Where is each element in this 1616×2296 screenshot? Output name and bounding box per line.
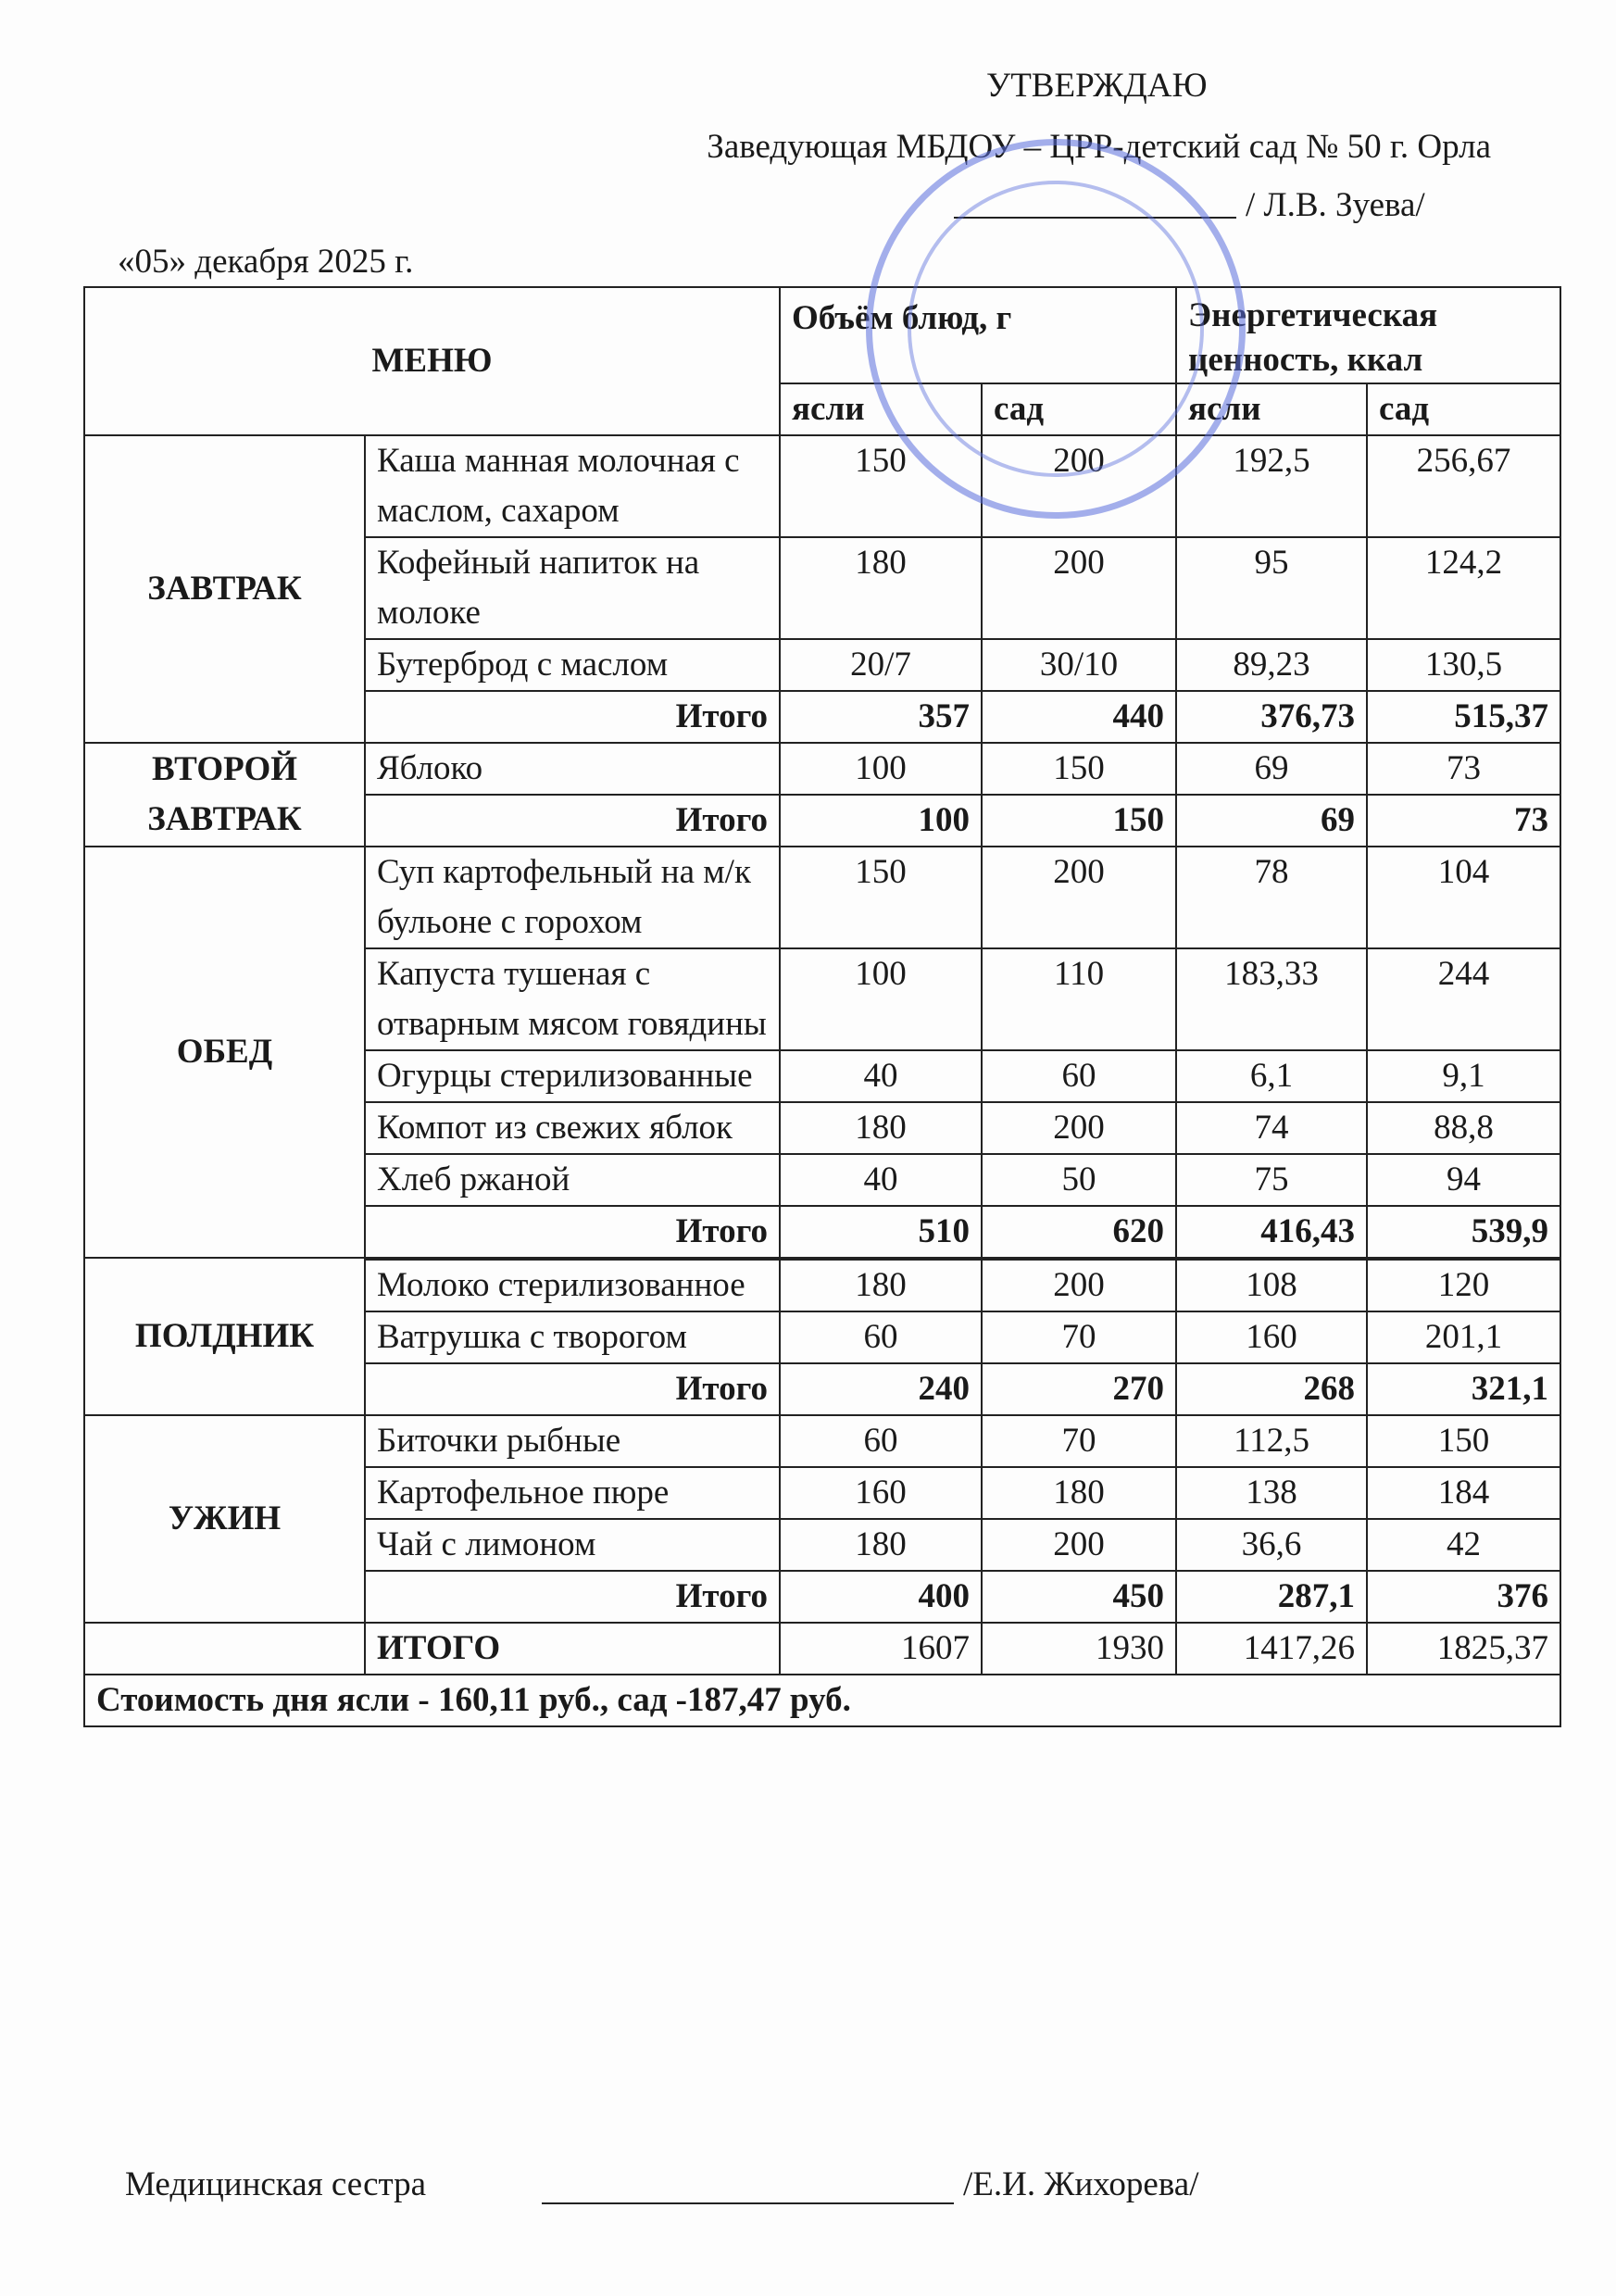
cell-e-nursery: 89,23	[1176, 639, 1367, 691]
grand-total-spacer	[84, 1623, 365, 1675]
total-e-garden: 321,1	[1367, 1363, 1560, 1415]
dish-name: Бутерброд с маслом	[365, 639, 780, 691]
total-e-nursery: 69	[1176, 795, 1367, 847]
table-row	[84, 1415, 1560, 1467]
total-v-nursery: 357	[780, 691, 982, 743]
total-v-nursery: 240	[780, 1363, 982, 1415]
dish-name: Ватрушка с творогом	[365, 1311, 780, 1363]
subheader-nursery: ясли	[1176, 383, 1367, 435]
cell-e-garden: 104	[1367, 847, 1560, 948]
nurse-signature-line	[542, 2202, 954, 2204]
cell-v-nursery: 180	[780, 537, 982, 639]
approval-date: «05» декабря 2025 г.	[118, 243, 414, 281]
cell-e-garden: 244	[1367, 948, 1560, 1050]
cell-v-garden: 200	[982, 537, 1176, 639]
dish-name: Кофейный напиток на молоке	[365, 537, 780, 639]
cell-v-garden: 200	[982, 1102, 1176, 1154]
cell-e-garden: 88,8	[1367, 1102, 1560, 1154]
grand-total-e-garden: 1825,37	[1367, 1623, 1560, 1675]
cell-v-nursery: 60	[780, 1311, 982, 1363]
cell-v-nursery: 100	[780, 743, 982, 795]
table-row	[84, 743, 1560, 795]
cell-v-nursery: 40	[780, 1050, 982, 1102]
dish-name: Суп картофельный на м/к бульоне с горохом	[365, 847, 780, 948]
nurse-name: /Е.И. Жихорева/	[963, 2165, 1199, 2203]
cell-v-garden: 200	[982, 1260, 1176, 1311]
meal-name: ВТОРОЙ ЗАВТРАК	[84, 743, 365, 847]
cell-e-nursery: 160	[1176, 1311, 1367, 1363]
grand-total-row	[84, 1623, 1560, 1675]
cell-e-nursery: 183,33	[1176, 948, 1367, 1050]
cell-e-nursery: 112,5	[1176, 1415, 1367, 1467]
cell-e-garden: 201,1	[1367, 1311, 1560, 1363]
cell-e-garden: 94	[1367, 1154, 1560, 1206]
cell-v-garden: 180	[982, 1467, 1176, 1519]
volume-header: Объём блюд, г	[780, 287, 1176, 383]
approver-position: Заведующая МБДОУ – ЦРР-детский сад № 50 г. Орла	[707, 128, 1491, 166]
grand-total-v-nursery: 1607	[780, 1623, 982, 1675]
total-v-garden: 150	[982, 795, 1176, 847]
cell-e-nursery: 36,6	[1176, 1519, 1367, 1571]
cell-e-garden: 256,67	[1367, 435, 1560, 537]
energy-header: Энергетическая ценность, ккал	[1176, 287, 1560, 383]
cell-e-garden: 150	[1367, 1415, 1560, 1467]
menu-table	[83, 286, 1561, 1727]
day-cost: Стоимость дня ясли - 160,11 руб., сад -187,47 руб.	[84, 1675, 1560, 1726]
cell-e-nursery: 138	[1176, 1467, 1367, 1519]
cell-e-garden: 42	[1367, 1519, 1560, 1571]
table-row	[84, 435, 1560, 537]
meal-name: ПОЛДНИК	[84, 1258, 365, 1415]
cell-v-garden: 200	[982, 435, 1176, 537]
dish-name: Яблоко	[365, 743, 780, 795]
total-v-garden: 620	[982, 1206, 1176, 1258]
cell-v-nursery: 180	[780, 1519, 982, 1571]
cell-v-nursery: 40	[780, 1154, 982, 1206]
cell-e-nursery: 74	[1176, 1102, 1367, 1154]
cell-e-garden: 73	[1367, 743, 1560, 795]
cell-v-nursery: 100	[780, 948, 982, 1050]
cell-e-garden: 184	[1367, 1467, 1560, 1519]
total-e-garden: 73	[1367, 795, 1560, 847]
subheader-nursery: ясли	[780, 383, 982, 435]
approver-name: / Л.В. Зуева/	[1246, 186, 1425, 224]
total-v-garden: 440	[982, 691, 1176, 743]
total-label: Итого	[365, 691, 780, 743]
header-row	[84, 287, 1560, 383]
cell-v-nursery: 150	[780, 847, 982, 948]
total-e-nursery: 376,73	[1176, 691, 1367, 743]
cell-e-garden: 9,1	[1367, 1050, 1560, 1102]
cell-v-garden: 200	[982, 1519, 1176, 1571]
dish-name: Картофельное пюре	[365, 1467, 780, 1519]
cell-e-nursery: 192,5	[1176, 435, 1367, 537]
cell-v-garden: 50	[982, 1154, 1176, 1206]
cell-v-nursery: 20/7	[780, 639, 982, 691]
cell-v-nursery: 180	[780, 1102, 982, 1154]
cell-e-nursery: 75	[1176, 1154, 1367, 1206]
cell-v-nursery: 60	[780, 1415, 982, 1467]
dish-name: Биточки рыбные	[365, 1415, 780, 1467]
cell-e-nursery: 108	[1176, 1260, 1367, 1311]
dish-name: Молоко стерилизованное	[365, 1260, 780, 1311]
total-e-nursery: 416,43	[1176, 1206, 1367, 1258]
nurse-label: Медицинская сестра	[125, 2165, 427, 2203]
dish-name: Компот из свежих яблок	[365, 1102, 780, 1154]
dish-name: Капуста тушеная с отварным мясом говядины	[365, 948, 780, 1050]
cell-e-garden: 124,2	[1367, 537, 1560, 639]
subheader-garden: сад	[982, 383, 1176, 435]
total-label: Итого	[365, 1363, 780, 1415]
total-label: Итого	[365, 795, 780, 847]
grand-total-v-garden: 1930	[982, 1623, 1176, 1675]
meal-name: ОБЕД	[84, 847, 365, 1258]
cell-v-nursery: 150	[780, 435, 982, 537]
cell-v-garden: 200	[982, 847, 1176, 948]
cost-row	[84, 1675, 1560, 1726]
grand-total-label: ИТОГО	[365, 1623, 780, 1675]
total-e-garden: 515,37	[1367, 691, 1560, 743]
cell-v-garden: 70	[982, 1311, 1176, 1363]
cell-v-nursery: 180	[780, 1260, 982, 1311]
subheader-garden: сад	[1367, 383, 1560, 435]
cell-e-garden: 130,5	[1367, 639, 1560, 691]
total-e-nursery: 287,1	[1176, 1571, 1367, 1623]
total-v-nursery: 510	[780, 1206, 982, 1258]
total-e-garden: 539,9	[1367, 1206, 1560, 1258]
cell-v-garden: 70	[982, 1415, 1176, 1467]
cell-e-garden: 120	[1367, 1260, 1560, 1311]
table-row	[84, 847, 1560, 948]
cell-v-garden: 30/10	[982, 639, 1176, 691]
grand-total-e-nursery: 1417,26	[1176, 1623, 1367, 1675]
total-v-garden: 450	[982, 1571, 1176, 1623]
cell-e-nursery: 78	[1176, 847, 1367, 948]
total-e-garden: 376	[1367, 1571, 1560, 1623]
total-v-nursery: 400	[780, 1571, 982, 1623]
total-v-garden: 270	[982, 1363, 1176, 1415]
cell-v-nursery: 160	[780, 1467, 982, 1519]
total-e-nursery: 268	[1176, 1363, 1367, 1415]
dish-name: Хлеб ржаной	[365, 1154, 780, 1206]
director-signature-line	[954, 217, 1236, 219]
meal-name: УЖИН	[84, 1415, 365, 1623]
cell-e-nursery: 95	[1176, 537, 1367, 639]
cell-v-garden: 60	[982, 1050, 1176, 1102]
total-label: Итого	[365, 1571, 780, 1623]
total-v-nursery: 100	[780, 795, 982, 847]
approval-title: УТВЕРЖДАЮ	[986, 67, 1208, 105]
cell-e-nursery: 6,1	[1176, 1050, 1367, 1102]
cell-e-nursery: 69	[1176, 743, 1367, 795]
total-label: Итого	[365, 1206, 780, 1258]
meal-name: ЗАВТРАК	[84, 435, 365, 743]
dish-name: Огурцы стерилизованные	[365, 1050, 780, 1102]
dish-name: Каша манная молочная с маслом, сахаром	[365, 435, 780, 537]
cell-v-garden: 110	[982, 948, 1176, 1050]
cell-v-garden: 150	[982, 743, 1176, 795]
menu-header: МЕНЮ	[84, 287, 780, 435]
dish-name: Чай с лимоном	[365, 1519, 780, 1571]
